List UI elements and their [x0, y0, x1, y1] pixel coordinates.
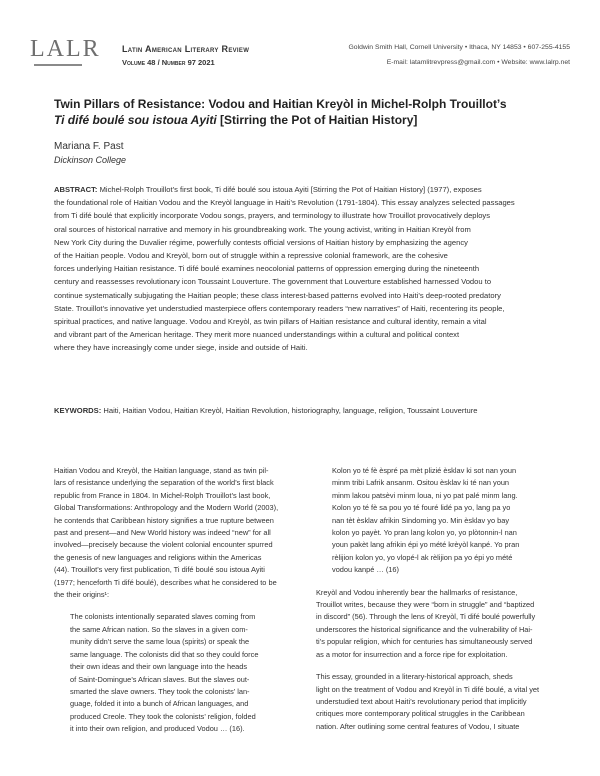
- abstract-line: century and reassesses revolutionary icon Toussaint Louverture. The government that Louverture established harnessed Vodou to: [54, 277, 492, 287]
- abstract-line: from Ti difé boulé that explicitly incorporate Vodou songs, prayers, and terminology to illustrate how Trouillot provocatively deploys: [54, 211, 491, 221]
- abstract-line: forces underlying Haitian resistance. Ti difé boulé examines neocolonial patterns of oppression emerging during the nineteenth: [54, 264, 480, 274]
- quote-line: kolon yo payèt. Yo pran lang kolon yo, yo plòtonnin-l nan: [332, 528, 517, 538]
- journal-logo: LALR: [30, 36, 101, 62]
- body-line: Kreyòl and Vodou inherently bear the hallmarks of resistance,: [316, 587, 518, 597]
- quote-line: their own ideas and their own language into the heads: [70, 662, 248, 672]
- abstract-line: ABSTRACT: Michel-Rolph Trouillot’s first book, Ti difé boulé sou istoua Ayiti [Stirring the Pot of Haitian History] (1977), exposes: [54, 185, 482, 194]
- body-column-left: [54, 465, 286, 736]
- abstract: [54, 183, 546, 355]
- article-title: [54, 96, 554, 128]
- title-line: Twin Pillars of Resistance: Vodou and Haitian Kreyòl in Michel-Rolph Trouillot’s: [54, 97, 507, 111]
- publisher-contact: E-mail: latamlitrevpress@gmail.com • Website: www.lalrp.net: [386, 59, 570, 66]
- body-line: (44). Trouillot’s very first publication, Ti difé boulé sou istoua Ayiti: [54, 565, 265, 575]
- abstract-label: ABSTRACT:: [54, 185, 98, 194]
- body-line: past and present—and New World history was indeed “new” for all: [54, 528, 271, 538]
- body-line: understudied text about Haiti’s revolutionary period that implicitly: [316, 696, 527, 706]
- title-bracket: [Stirring the Pot of Haitian History]: [216, 113, 418, 127]
- keywords-text: Haiti, Haitian Vodou, Haitian Kreyòl, Haitian Revolution, historiography, language, religion, Toussaint Louverture: [103, 406, 478, 415]
- quote-line: produced Creole. They took the colonists’ religion, folded: [70, 711, 256, 721]
- quote-line: it into their own religion, and produced Vodou … (16).: [70, 724, 245, 734]
- paragraph-gap: [316, 661, 548, 671]
- quote-line: of Saint-Domingue’s African slaves. But the slaves out-: [70, 674, 250, 684]
- quote-line: munity didn’t serve the same loua (spirits) or speak the: [70, 637, 250, 647]
- abstract-line: continue systematically subjugating the Haitian people; these class interest-based patterns evolved into Haiti’s deep-rooted predatory: [54, 290, 501, 300]
- body-line: ti’s popular religion, which for centuries has simultaneously served: [316, 637, 533, 647]
- body-line: Haitian Vodou and Kreyòl, the Haitian language, stand as twin pil-: [54, 466, 269, 475]
- quote-line: smarted the slave owners. They took the colonists’ lan-: [70, 686, 250, 696]
- quote-line: Kolon yo té fè èspré pa mèt plizié èsklav ki sot nan youn: [332, 466, 517, 475]
- paragraph: [316, 587, 548, 661]
- publisher-address: Goldwin Smith Hall, Cornell University • Ithaca, NY 14853 • 607-255-4155: [348, 44, 570, 51]
- body-line: underscores the historical significance and the vulnerability of Hai-: [316, 624, 533, 634]
- body-line: he contends that Caribbean history signifies a true rupture between: [54, 515, 274, 525]
- abstract-line: where they have increasingly come under siege, inside and outside of Haiti.: [54, 343, 308, 353]
- body-line: Global Transformations: Anthropology and the Modern World (2003),: [54, 503, 279, 513]
- keywords-label: KEYWORDS:: [54, 406, 102, 415]
- quote-line: minm tribi Lafrik ansanm. Ositou èsklav ki té nan youn: [332, 478, 510, 488]
- quote-line: youn pakèt lang afrikin épi yo mété krèyòl kanpé. Yo pran: [332, 540, 520, 550]
- body-column-right: [316, 465, 548, 733]
- block-quote-kreyol: [316, 465, 548, 577]
- abstract-line: of the Haitian people. Vodou and Kreyòl, born out of struggle within a repressive colonial framework, are the cohesive: [54, 251, 448, 261]
- body-line: (1977; henceforth Ti difé boulé), describes what he considered to be: [54, 577, 277, 587]
- abstract-line: oral sources of historical narrative and memory in his groundbreaking work. The young activist, writing in Haitian Kreyòl from: [54, 224, 471, 234]
- body-line: critiques more contemporary political struggles in the Caribbean: [316, 709, 525, 719]
- quote-line: same language. The colonists did that so they could force: [70, 649, 259, 659]
- quote-line: rèlijion kolon yo, yo vlopé-l ak rèlijion pa yo épi yo mété: [332, 552, 513, 562]
- quote-line: the same African nation. So the slaves in a given com-: [70, 624, 248, 634]
- quote-line: The colonists intentionally separated slaves coming from: [70, 612, 256, 622]
- logo-underline: [34, 64, 82, 66]
- quote-line: nan tèt èsklav afrikin Sindoming yo. Min èsklav yo bay: [332, 515, 510, 525]
- body-line: as a motor for insurrection and a force ripe for exploitation.: [316, 649, 508, 659]
- author-name: Mariana F. Past: [54, 141, 124, 152]
- abstract-line: the foundational role of Haitian Vodou and the Kreyòl language in Haiti’s Revolution (1791-1804). This essay analyzes selected passages: [54, 198, 515, 208]
- journal-name: Latin American Literary Review: [122, 44, 250, 54]
- title-line-2: [54, 112, 554, 128]
- body-line: involved—precisely because the violent colonial encounter spurred: [54, 540, 273, 550]
- body-line: lars of resistance underlying the separation of the world’s first black: [54, 478, 274, 488]
- quote-line: minm lakou patsèvi minm loua, ni yo pat palé minm lang.: [332, 490, 518, 500]
- title-italic: Ti difé boulé sou istoua Ayiti: [54, 113, 217, 127]
- body-line: light on the treatment of Vodou and Kreyòl in Ti difé boulé, a vital yet: [316, 684, 540, 694]
- abstract-line: spiritual practices, and native language. Vodou and Kreyòl, as twin pillars of Haitian resistance and cultural identity, remain a vital: [54, 317, 487, 327]
- quote-line: guage, folded it into a bunch of African languages, and: [70, 699, 249, 709]
- body-line: Trouillot writes, because they were “born in struggle” and “baptized: [316, 600, 535, 610]
- quote-line: Kolon yo té fè sa pou yo té fouré lidé pa yo, lang pa yo: [332, 503, 511, 513]
- abstract-line: and vibrant part of the American heritage. They merit more nuanced understandings within a cultural and political context: [54, 330, 460, 340]
- abstract-line: New York City during the Duvalier régime, powerfully contests official versions of Haitian history by emphasizing the agency: [54, 237, 468, 247]
- block-quote-english: [54, 611, 286, 735]
- keywords: [54, 406, 546, 415]
- issue-info: Volume 48 / Number 97 2021: [122, 58, 215, 67]
- body-line: republic from France in 1804. In Michel-Rolph Trouillot’s last book,: [54, 490, 271, 500]
- author-affiliation: Dickinson College: [54, 155, 127, 165]
- body-line: the their origins¹:: [54, 590, 110, 600]
- quote-line: vodou kanpé … (16): [332, 565, 399, 575]
- paragraph: [316, 671, 548, 733]
- body-line: nation. After outlining some central features of Vodou, I situate: [316, 721, 520, 731]
- abstract-line: State. Trouillot’s innovative yet understudied masterpiece offers contemporary readers “new narratives” of Haiti, recentering its people,: [54, 303, 505, 313]
- body-line: in discord” (56). Through the lens of Kreyòl, Ti difé boulé powerfully: [316, 612, 536, 622]
- paragraph-gap: [316, 577, 548, 587]
- body-line: the genesis of new languages and religions within the Americas: [54, 552, 262, 562]
- body-line: This essay, grounded in a literary-historical approach, sheds: [316, 672, 513, 682]
- journal-header: [30, 30, 570, 80]
- paragraph-gap: [54, 601, 286, 611]
